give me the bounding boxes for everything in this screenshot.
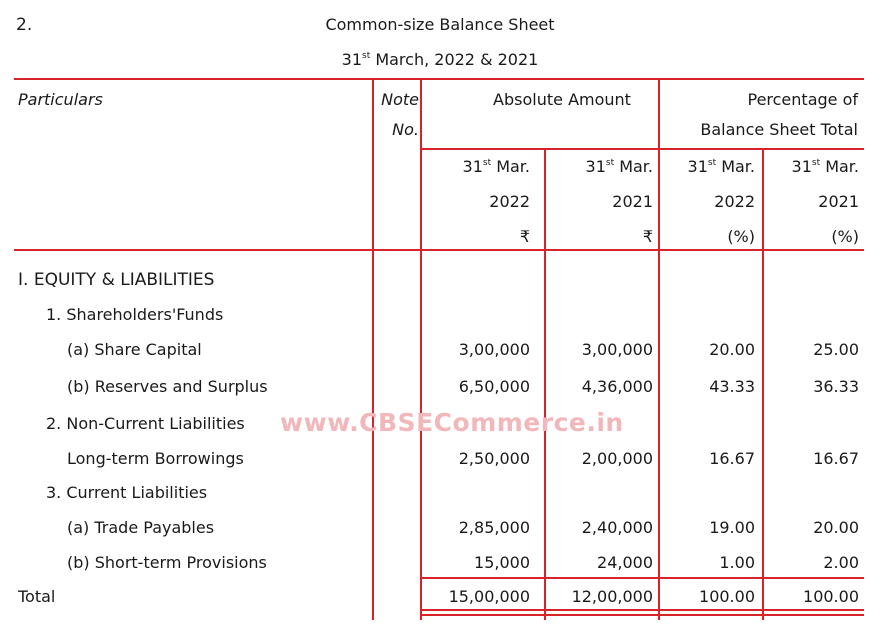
watermark: www.CBSECommerce.in <box>280 408 624 437</box>
row-value: 3,00,000 <box>581 340 653 359</box>
header-percentage-line1: Percentage of <box>747 90 858 109</box>
col-suffix: st <box>482 157 492 168</box>
row-value: 3,00,000 <box>458 340 530 359</box>
row-value: 43.33 <box>709 377 755 396</box>
total-value: 100.00 <box>803 587 859 606</box>
row-label-equity-liabilities: I. EQUITY & LIABILITIES <box>18 270 215 290</box>
col-month: Mar. <box>619 157 653 176</box>
col-month: Mar. <box>496 157 530 176</box>
row-value: 2,85,000 <box>458 518 530 537</box>
header-absolute-amount: Absolute Amount <box>493 90 631 109</box>
row-value: 25.00 <box>813 340 859 359</box>
question-number: 2. <box>16 15 33 35</box>
header-note-line1: Note <box>381 90 419 109</box>
col-header-year: 2022 <box>714 192 755 211</box>
row-label-long-term-borrowings: Long-term Borrowings <box>67 449 244 468</box>
row-value: 2,40,000 <box>581 518 653 537</box>
header-bottom-rule <box>14 249 864 251</box>
col-header-date <box>424 157 530 176</box>
row-value: 20.00 <box>813 518 859 537</box>
row-value: 1.00 <box>719 553 755 572</box>
col-rule-percentage-split <box>762 149 764 620</box>
row-label-shareholders-funds: 1. Shareholders'Funds <box>46 305 224 324</box>
col-day: 31 <box>585 157 606 176</box>
col-header-date <box>662 157 755 176</box>
row-value: 6,50,000 <box>458 377 530 396</box>
row-value: 2,00,000 <box>581 449 653 468</box>
row-label-reserves-surplus: (b) Reserves and Surplus <box>67 377 268 396</box>
col-header-unit: ₹ <box>519 227 530 246</box>
total-value: 15,00,000 <box>448 587 530 606</box>
total-bottom-rule-1 <box>421 609 864 611</box>
col-header-date <box>548 157 653 176</box>
row-value: 20.00 <box>709 340 755 359</box>
col-day: 31 <box>462 157 483 176</box>
total-value: 100.00 <box>699 587 755 606</box>
col-rule-amount-split <box>544 149 546 620</box>
col-rule-note <box>420 79 422 620</box>
col-rule-particulars <box>372 79 374 620</box>
row-value: 16.67 <box>709 449 755 468</box>
date-rest: March, 2022 & 2021 <box>375 50 539 69</box>
date-line <box>0 50 878 69</box>
row-label-current-liabilities: 3. Current Liabilities <box>46 483 208 502</box>
col-header-year: 2021 <box>818 192 859 211</box>
col-header-date <box>766 157 859 176</box>
row-label-non-current-liabilities: 2. Non-Current Liabilities <box>46 414 245 433</box>
row-value: 19.00 <box>709 518 755 537</box>
row-label-total: Total <box>18 587 56 606</box>
page-title: Common-size Balance Sheet <box>325 15 555 34</box>
col-day: 31 <box>687 157 708 176</box>
col-suffix: st <box>707 157 717 168</box>
col-month: Mar. <box>721 157 755 176</box>
row-label-trade-payables: (a) Trade Payables <box>67 518 215 537</box>
row-value: 15,000 <box>474 553 530 572</box>
col-suffix: st <box>605 157 615 168</box>
total-bottom-rule-2 <box>421 614 864 616</box>
header-note-line2: No. <box>392 120 419 139</box>
row-value: 24,000 <box>597 553 653 572</box>
col-header-unit: (%) <box>831 227 859 246</box>
col-rule-percentage <box>658 79 660 620</box>
total-value: 12,00,000 <box>571 587 653 606</box>
row-value: 36.33 <box>813 377 859 396</box>
header-percentage-line2: Balance Sheet Total <box>700 120 858 139</box>
date-day: 31 <box>341 50 362 69</box>
table-top-rule <box>14 78 864 80</box>
subheader-rule <box>421 148 864 150</box>
col-month: Mar. <box>825 157 859 176</box>
row-value: 2.00 <box>823 553 859 572</box>
date-suffix: st <box>362 50 371 61</box>
col-header-year: 2022 <box>489 192 530 211</box>
col-day: 31 <box>791 157 812 176</box>
col-suffix: st <box>811 157 821 168</box>
col-header-unit: (%) <box>727 227 755 246</box>
col-header-unit: ₹ <box>642 227 653 246</box>
row-value: 2,50,000 <box>458 449 530 468</box>
row-label-share-capital: (a) Share Capital <box>67 340 202 359</box>
total-top-rule <box>421 577 864 579</box>
header-particulars: Particulars <box>18 90 103 109</box>
row-value: 16.67 <box>813 449 859 468</box>
col-header-year: 2021 <box>612 192 653 211</box>
row-value: 4,36,000 <box>581 377 653 396</box>
row-label-short-term-provisions: (b) Short-term Provisions <box>67 553 267 572</box>
